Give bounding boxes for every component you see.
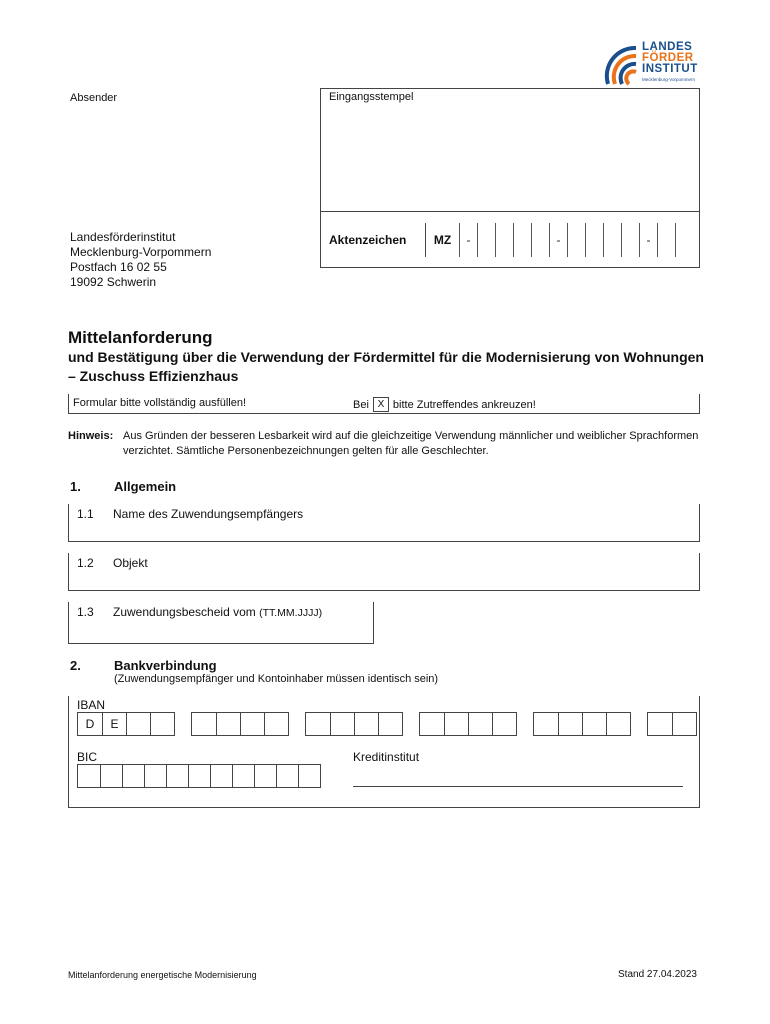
bic-label: BIC xyxy=(77,750,98,764)
file-number-cell[interactable] xyxy=(495,223,513,257)
file-number-cell[interactable] xyxy=(621,223,639,257)
address-line: Postfach 16 02 55 xyxy=(70,260,167,274)
instruction-suffix: bitte Zutreffendes ankreuzen! xyxy=(392,398,536,411)
file-number-cell[interactable] xyxy=(675,223,693,257)
notice-text: Aus Gründen der besseren Lesbarkeit wird auf die gleichzeitige Verwendung männlicher und weiblicher Sprachformen verzichtet. Sämtliche Personenbezeichnungen gelten für alle Geschlechter. xyxy=(123,430,699,457)
logo-line-3: INSTITUT xyxy=(642,63,698,75)
recipient-name-field[interactable] xyxy=(68,504,700,542)
instruction-mark xyxy=(353,397,536,412)
field-label: Objekt xyxy=(113,556,148,570)
file-number-cell[interactable] xyxy=(603,223,621,257)
logo-subtitle: Mecklenburg-Vorpommern xyxy=(642,77,696,82)
bic-field[interactable] xyxy=(77,764,321,788)
section-2-number: 2. xyxy=(70,658,81,673)
iban-cell[interactable] xyxy=(264,713,288,735)
instruction-prefix: Bei xyxy=(353,398,369,411)
page-subtitle: und Bestätigung über die Verwendung der Fördermittel für die Modernisierung von Wohnungen – Zuschuss Effizienzhaus xyxy=(68,349,704,384)
address-line: 19092 Schwerin xyxy=(70,275,157,289)
logo-arcs-icon xyxy=(604,42,640,86)
page-title: Mittelanforderung xyxy=(68,328,213,347)
grant-notice-date-field[interactable] xyxy=(68,602,374,644)
bic-cell[interactable] xyxy=(122,765,144,787)
iban-group xyxy=(533,712,631,736)
footer-version-date: Stand 27.04.2023 xyxy=(618,969,697,980)
section-1-number: 1. xyxy=(70,479,81,494)
bic-cell[interactable] xyxy=(166,765,188,787)
iban-group xyxy=(191,712,289,736)
bank-details-box xyxy=(68,696,700,808)
notice-label: Hinweis: xyxy=(68,430,114,442)
iban-cell: D xyxy=(85,717,95,731)
section-1-title: Allgemein xyxy=(114,479,177,494)
bic-cell[interactable] xyxy=(298,765,320,787)
recipient-address xyxy=(70,230,211,290)
iban-cell[interactable] xyxy=(420,713,444,735)
file-number-separator: - xyxy=(549,223,567,257)
bic-cell[interactable] xyxy=(232,765,254,787)
iban-group xyxy=(419,712,517,736)
logo-line-1: LANDES xyxy=(642,41,693,53)
bic-cell[interactable] xyxy=(254,765,276,787)
iban-cell[interactable] xyxy=(672,713,696,735)
instruction-fill-all: Formular bitte vollständig ausfüllen! xyxy=(73,397,247,409)
bic-cell[interactable] xyxy=(144,765,166,787)
iban-cell[interactable] xyxy=(192,713,216,735)
iban-cell[interactable] xyxy=(606,713,630,735)
section-2-title: Bankverbindung xyxy=(114,658,217,673)
file-number-cell[interactable] xyxy=(477,223,495,257)
bic-cell[interactable] xyxy=(100,765,122,787)
iban-label: IBAN xyxy=(77,698,106,712)
file-number-cell[interactable] xyxy=(657,223,675,257)
iban-group xyxy=(305,712,403,736)
field-number: 1.2 xyxy=(77,556,94,570)
iban-cell[interactable] xyxy=(216,713,240,735)
iban-cell: E xyxy=(102,713,126,735)
section-2-note: (Zuwendungsempfänger und Kontoinhaber müssen identisch sein) xyxy=(114,673,439,685)
stamp-label: Eingangsstempel xyxy=(329,91,414,103)
iban-cell[interactable] xyxy=(534,713,558,735)
iban-cell[interactable] xyxy=(378,713,402,735)
iban-field[interactable] xyxy=(77,712,697,736)
file-number-label: Aktenzeichen xyxy=(329,233,407,247)
field-number: 1.3 xyxy=(77,605,94,619)
file-number-separator: - xyxy=(639,223,657,257)
bic-cell[interactable] xyxy=(210,765,232,787)
file-number-cell[interactable] xyxy=(531,223,549,257)
iban-cell[interactable] xyxy=(492,713,516,735)
address-line: Landesförderinstitut xyxy=(70,230,176,244)
bank-name-field[interactable] xyxy=(353,786,683,787)
iban-cell[interactable] xyxy=(582,713,606,735)
file-number-field[interactable] xyxy=(425,223,693,257)
iban-cell[interactable] xyxy=(330,713,354,735)
stamp-box xyxy=(320,88,700,268)
iban-cell[interactable] xyxy=(444,713,468,735)
file-number-cell[interactable] xyxy=(567,223,585,257)
logo-line-2: FÖRDER xyxy=(642,52,694,64)
iban-group xyxy=(77,712,175,736)
footer-form-name: Mittelanforderung energetische Modernisierung xyxy=(68,970,257,980)
field-label xyxy=(113,605,322,619)
iban-cell[interactable] xyxy=(648,713,672,735)
instruction-row xyxy=(68,394,700,414)
field-number: 1.1 xyxy=(77,507,94,521)
sender-label: Absender xyxy=(70,92,118,104)
bank-name-label: Kreditinstitut xyxy=(353,750,420,764)
iban-cell[interactable] xyxy=(126,713,150,735)
iban-cell[interactable] xyxy=(150,713,174,735)
iban-cell[interactable] xyxy=(558,713,582,735)
iban-cell[interactable] xyxy=(354,713,378,735)
file-number-prefix: MZ xyxy=(425,223,459,257)
bic-cell[interactable] xyxy=(78,765,100,787)
iban-cell[interactable] xyxy=(240,713,264,735)
file-number-separator: - xyxy=(459,223,477,257)
iban-cell[interactable] xyxy=(306,713,330,735)
iban-cell[interactable] xyxy=(468,713,492,735)
date-format-hint: (TT.MM.JJJJ) xyxy=(259,607,323,619)
field-label: Name des Zuwendungsempfängers xyxy=(113,507,304,521)
iban-group xyxy=(647,712,697,736)
address-line: Mecklenburg-Vorpommern xyxy=(70,245,212,259)
example-checkbox: X xyxy=(373,397,389,412)
file-number-cell[interactable] xyxy=(585,223,603,257)
object-field[interactable] xyxy=(68,553,700,591)
stamp-divider xyxy=(321,211,699,212)
landesfoerderinstitut-logo xyxy=(604,42,704,86)
bic-cell[interactable] xyxy=(188,765,210,787)
field-label-text: Zuwendungsbescheid vom xyxy=(113,605,256,619)
file-number-cell[interactable] xyxy=(513,223,531,257)
bic-cell[interactable] xyxy=(276,765,298,787)
